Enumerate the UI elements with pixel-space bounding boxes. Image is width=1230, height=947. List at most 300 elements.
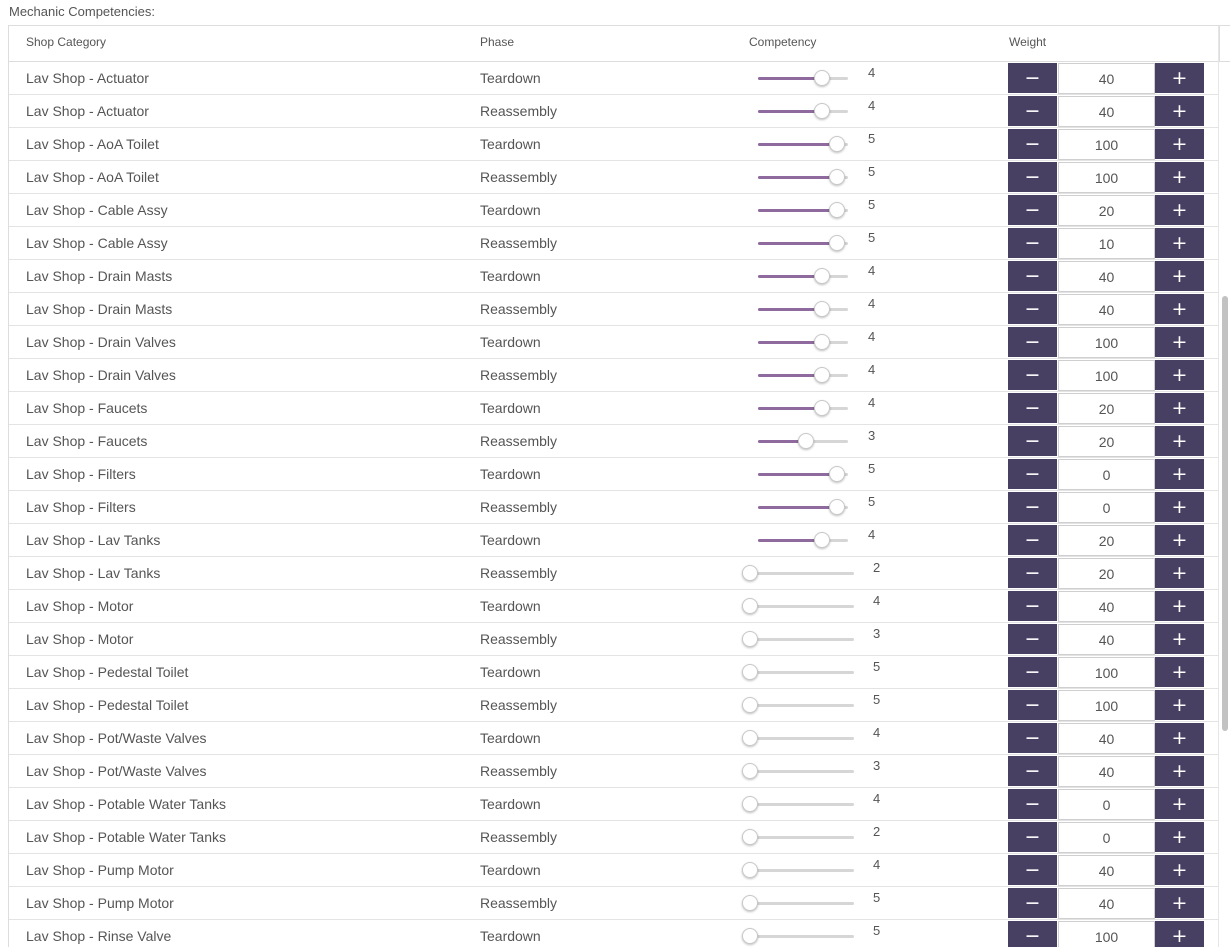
- table-row: [9, 227, 1219, 260]
- competency-slider[interactable]: [750, 770, 854, 773]
- phase-cell: Reassembly: [480, 499, 558, 515]
- competency-value: 4: [868, 362, 876, 377]
- decrease-weight-button[interactable]: [1008, 492, 1057, 522]
- column-header-competency: Competency: [749, 35, 817, 49]
- weight-input[interactable]: [1058, 921, 1155, 947]
- plus-icon: +: [1171, 133, 1188, 155]
- slider-handle[interactable]: [814, 103, 830, 119]
- competency-value: 4: [873, 593, 881, 608]
- minus-icon: −: [1024, 628, 1041, 650]
- slider-handle[interactable]: [829, 169, 845, 185]
- increase-weight-button[interactable]: [1155, 195, 1204, 225]
- minus-icon: −: [1024, 166, 1041, 188]
- competency-slider[interactable]: [758, 308, 848, 311]
- weight-input[interactable]: [1058, 690, 1155, 721]
- increase-weight-button[interactable]: [1155, 723, 1204, 753]
- increase-weight-button[interactable]: [1155, 294, 1204, 324]
- phase-cell: Teardown: [480, 334, 541, 350]
- table-row: [9, 920, 1219, 947]
- phase-cell: Teardown: [480, 664, 541, 680]
- weight-input[interactable]: [1058, 63, 1155, 94]
- competency-slider[interactable]: [758, 341, 848, 344]
- decrease-weight-button[interactable]: [1008, 756, 1057, 786]
- plus-icon: +: [1171, 595, 1188, 617]
- competency-value: 4: [868, 65, 876, 80]
- slider-handle[interactable]: [814, 400, 830, 416]
- phase-cell: Teardown: [480, 400, 541, 416]
- table-row: [9, 689, 1219, 722]
- shop-category-cell: Lav Shop - Lav Tanks: [26, 532, 161, 548]
- competency-value: 5: [868, 230, 876, 245]
- competency-slider[interactable]: [750, 935, 854, 938]
- competency-table: [8, 25, 1230, 947]
- shop-category-cell: Lav Shop - AoA Toilet: [26, 136, 159, 152]
- competency-slider[interactable]: [750, 572, 854, 575]
- phase-cell: Teardown: [480, 730, 541, 746]
- competency-slider[interactable]: [758, 209, 848, 212]
- weight-input[interactable]: [1058, 327, 1155, 358]
- table-row: [9, 458, 1219, 491]
- slider-handle[interactable]: [742, 763, 758, 779]
- weight-input[interactable]: [1058, 393, 1155, 424]
- weight-input[interactable]: [1058, 195, 1155, 226]
- shop-category-cell: Lav Shop - Pedestal Toilet: [26, 664, 189, 680]
- phase-cell: Teardown: [480, 136, 541, 152]
- competency-value: 4: [868, 296, 876, 311]
- table-row: [9, 95, 1219, 128]
- decrease-weight-button[interactable]: [1008, 459, 1057, 489]
- competency-value: 3: [873, 626, 881, 641]
- table-row: [9, 788, 1219, 821]
- scrollbar-thumb[interactable]: [1222, 296, 1228, 731]
- phase-cell: Teardown: [480, 796, 541, 812]
- competency-value: 4: [868, 98, 876, 113]
- shop-category-cell: Lav Shop - Lav Tanks: [26, 565, 161, 581]
- weight-input[interactable]: [1058, 822, 1155, 853]
- plus-icon: +: [1171, 760, 1188, 782]
- slider-handle[interactable]: [814, 301, 830, 317]
- plus-icon: +: [1171, 430, 1188, 452]
- decrease-weight-button[interactable]: [1008, 360, 1057, 390]
- decrease-weight-button[interactable]: [1008, 294, 1057, 324]
- phase-cell: Teardown: [480, 70, 541, 86]
- plus-icon: +: [1171, 232, 1188, 254]
- minus-icon: −: [1024, 430, 1041, 452]
- increase-weight-button[interactable]: [1155, 129, 1204, 159]
- weight-input[interactable]: [1058, 723, 1155, 754]
- competency-value: 4: [868, 527, 876, 542]
- minus-icon: −: [1024, 298, 1041, 320]
- weight-input[interactable]: [1058, 261, 1155, 292]
- competency-slider[interactable]: [750, 803, 854, 806]
- slider-handle[interactable]: [829, 136, 845, 152]
- phase-cell: Reassembly: [480, 301, 558, 317]
- competency-slider[interactable]: [758, 539, 848, 542]
- decrease-weight-button[interactable]: [1008, 261, 1057, 291]
- decrease-weight-button[interactable]: [1008, 393, 1057, 423]
- decrease-weight-button[interactable]: [1008, 789, 1057, 819]
- slider-handle[interactable]: [742, 730, 758, 746]
- shop-category-cell: Lav Shop - Pump Motor: [26, 895, 174, 911]
- phase-cell: Reassembly: [480, 895, 558, 911]
- vertical-scrollbar[interactable]: [1218, 26, 1230, 947]
- table-row: [9, 392, 1219, 425]
- shop-category-cell: Lav Shop - Actuator: [26, 103, 149, 119]
- shop-category-cell: Lav Shop - Pot/Waste Valves: [26, 763, 207, 779]
- minus-icon: −: [1024, 67, 1041, 89]
- competency-value: 3: [868, 428, 876, 443]
- minus-icon: −: [1024, 727, 1041, 749]
- increase-weight-button[interactable]: [1155, 327, 1204, 357]
- increase-weight-button[interactable]: [1155, 591, 1204, 621]
- plus-icon: +: [1171, 661, 1188, 683]
- slider-handle[interactable]: [829, 235, 845, 251]
- minus-icon: −: [1024, 133, 1041, 155]
- shop-category-cell: Lav Shop - Pump Motor: [26, 862, 174, 878]
- decrease-weight-button[interactable]: [1008, 96, 1057, 126]
- plus-icon: +: [1171, 694, 1188, 716]
- minus-icon: −: [1024, 397, 1041, 419]
- scrollbar-header-cap: [1219, 26, 1230, 62]
- table-row: [9, 326, 1219, 359]
- minus-icon: −: [1024, 364, 1041, 386]
- phase-cell: Teardown: [480, 928, 541, 944]
- weight-input[interactable]: [1058, 624, 1155, 655]
- increase-weight-button[interactable]: [1155, 657, 1204, 687]
- shop-category-cell: Lav Shop - Cable Assy: [26, 202, 168, 218]
- weight-input[interactable]: [1058, 558, 1155, 589]
- competency-slider[interactable]: [758, 407, 848, 410]
- decrease-weight-button[interactable]: [1008, 558, 1057, 588]
- increase-weight-button[interactable]: [1155, 459, 1204, 489]
- increase-weight-button[interactable]: [1155, 492, 1204, 522]
- phase-cell: Reassembly: [480, 829, 558, 845]
- phase-cell: Teardown: [480, 598, 541, 614]
- slider-handle[interactable]: [742, 697, 758, 713]
- decrease-weight-button[interactable]: [1008, 855, 1057, 885]
- plus-icon: +: [1171, 826, 1188, 848]
- competency-value: 4: [868, 395, 876, 410]
- competency-slider[interactable]: [750, 605, 854, 608]
- slider-handle[interactable]: [829, 202, 845, 218]
- slider-handle[interactable]: [829, 499, 845, 515]
- increase-weight-button[interactable]: [1155, 888, 1204, 918]
- decrease-weight-button[interactable]: [1008, 228, 1057, 258]
- decrease-weight-button[interactable]: [1008, 624, 1057, 654]
- weight-input[interactable]: [1058, 888, 1155, 919]
- increase-weight-button[interactable]: [1155, 756, 1204, 786]
- slider-handle[interactable]: [814, 268, 830, 284]
- competency-slider[interactable]: [750, 704, 854, 707]
- shop-category-cell: Lav Shop - Drain Masts: [26, 301, 173, 317]
- table-row: [9, 854, 1219, 887]
- increase-weight-button[interactable]: [1155, 261, 1204, 291]
- increase-weight-button[interactable]: [1155, 228, 1204, 258]
- shop-category-cell: Lav Shop - AoA Toilet: [26, 169, 159, 185]
- column-header-shop-category: Shop Category: [26, 35, 107, 49]
- column-header-weight: Weight: [1009, 35, 1047, 49]
- competency-value: 5: [873, 659, 881, 674]
- minus-icon: −: [1024, 265, 1041, 287]
- phase-cell: Reassembly: [480, 367, 558, 383]
- plus-icon: +: [1171, 364, 1188, 386]
- phase-cell: Teardown: [480, 862, 541, 878]
- competency-value: 4: [873, 857, 881, 872]
- table-row: [9, 755, 1219, 788]
- increase-weight-button[interactable]: [1155, 690, 1204, 720]
- weight-input[interactable]: [1058, 591, 1155, 622]
- competency-slider[interactable]: [750, 902, 854, 905]
- weight-input[interactable]: [1058, 789, 1155, 820]
- competency-slider[interactable]: [750, 869, 854, 872]
- competency-value: 5: [873, 692, 881, 707]
- minus-icon: −: [1024, 199, 1041, 221]
- table-row: [9, 293, 1219, 326]
- phase-cell: Reassembly: [480, 763, 558, 779]
- phase-cell: Teardown: [480, 532, 541, 548]
- plus-icon: +: [1171, 727, 1188, 749]
- competency-slider[interactable]: [750, 638, 854, 641]
- minus-icon: −: [1024, 463, 1041, 485]
- competency-value: 5: [868, 461, 876, 476]
- decrease-weight-button[interactable]: [1008, 921, 1057, 947]
- competency-value: 5: [868, 197, 876, 212]
- weight-input[interactable]: [1058, 459, 1155, 490]
- weight-input[interactable]: [1058, 129, 1155, 160]
- plus-icon: +: [1171, 793, 1188, 815]
- slider-handle[interactable]: [742, 598, 758, 614]
- competency-value: 4: [873, 791, 881, 806]
- slider-handle[interactable]: [814, 532, 830, 548]
- competency-value: 2: [873, 824, 881, 839]
- increase-weight-button[interactable]: [1155, 162, 1204, 192]
- table-row: [9, 524, 1219, 557]
- table-row: [9, 623, 1219, 656]
- shop-category-cell: Lav Shop - Motor: [26, 631, 134, 647]
- column-header-phase: Phase: [480, 35, 515, 49]
- minus-icon: −: [1024, 232, 1041, 254]
- minus-icon: −: [1024, 595, 1041, 617]
- phase-cell: Reassembly: [480, 565, 558, 581]
- minus-icon: −: [1024, 892, 1041, 914]
- minus-icon: −: [1024, 100, 1041, 122]
- minus-icon: −: [1024, 496, 1041, 518]
- increase-weight-button[interactable]: [1155, 63, 1204, 93]
- competency-slider[interactable]: [750, 671, 854, 674]
- slider-handle[interactable]: [814, 70, 830, 86]
- plus-icon: +: [1171, 67, 1188, 89]
- table-row: [9, 491, 1219, 524]
- decrease-weight-button[interactable]: [1008, 888, 1057, 918]
- decrease-weight-button[interactable]: [1008, 525, 1057, 555]
- plus-icon: +: [1171, 562, 1188, 584]
- plus-icon: +: [1171, 331, 1188, 353]
- minus-icon: −: [1024, 694, 1041, 716]
- increase-weight-button[interactable]: [1155, 360, 1204, 390]
- slider-handle[interactable]: [742, 895, 758, 911]
- decrease-weight-button[interactable]: [1008, 426, 1057, 456]
- plus-icon: +: [1171, 265, 1188, 287]
- competency-value: 4: [868, 329, 876, 344]
- minus-icon: −: [1024, 859, 1041, 881]
- table-body: [9, 62, 1219, 947]
- weight-input[interactable]: [1058, 360, 1155, 391]
- slider-handle[interactable]: [742, 631, 758, 647]
- minus-icon: −: [1024, 760, 1041, 782]
- plus-icon: +: [1171, 199, 1188, 221]
- competency-slider[interactable]: [758, 77, 848, 80]
- decrease-weight-button[interactable]: [1008, 162, 1057, 192]
- increase-weight-button[interactable]: [1155, 624, 1204, 654]
- competency-slider[interactable]: [758, 143, 848, 146]
- minus-icon: −: [1024, 529, 1041, 551]
- section-title: Mechanic Competencies:: [9, 4, 155, 19]
- competency-value: 5: [868, 494, 876, 509]
- weight-input[interactable]: [1058, 756, 1155, 787]
- competency-value: 4: [868, 263, 876, 278]
- shop-category-cell: Lav Shop - Potable Water Tanks: [26, 829, 226, 845]
- table-row: [9, 194, 1219, 227]
- decrease-weight-button[interactable]: [1008, 129, 1057, 159]
- competency-value: 5: [868, 164, 876, 179]
- decrease-weight-button[interactable]: [1008, 723, 1057, 753]
- shop-category-cell: Lav Shop - Faucets: [26, 433, 148, 449]
- competency-slider[interactable]: [758, 440, 848, 443]
- shop-category-cell: Lav Shop - Filters: [26, 466, 136, 482]
- plus-icon: +: [1171, 463, 1188, 485]
- decrease-weight-button[interactable]: [1008, 327, 1057, 357]
- increase-weight-button[interactable]: [1155, 393, 1204, 423]
- slider-handle[interactable]: [742, 928, 758, 944]
- phase-cell: Reassembly: [480, 235, 558, 251]
- shop-category-cell: Lav Shop - Drain Valves: [26, 334, 176, 350]
- table-row: [9, 161, 1219, 194]
- plus-icon: +: [1171, 298, 1188, 320]
- slider-handle[interactable]: [814, 367, 830, 383]
- competency-value: 5: [868, 131, 876, 146]
- minus-icon: −: [1024, 562, 1041, 584]
- competency-slider[interactable]: [758, 242, 848, 245]
- decrease-weight-button[interactable]: [1008, 657, 1057, 687]
- shop-category-cell: Lav Shop - Motor: [26, 598, 134, 614]
- increase-weight-button[interactable]: [1155, 558, 1204, 588]
- weight-input[interactable]: [1058, 855, 1155, 886]
- competency-slider[interactable]: [758, 110, 848, 113]
- shop-category-cell: Lav Shop - Pot/Waste Valves: [26, 730, 207, 746]
- competency-value: 5: [873, 923, 881, 938]
- table-row: [9, 359, 1219, 392]
- increase-weight-button[interactable]: [1155, 921, 1204, 947]
- phase-cell: Teardown: [480, 466, 541, 482]
- weight-input[interactable]: [1058, 162, 1155, 193]
- competency-value: 3: [873, 758, 881, 773]
- plus-icon: +: [1171, 925, 1188, 947]
- weight-input[interactable]: [1058, 294, 1155, 325]
- weight-input[interactable]: [1058, 657, 1155, 688]
- table-row: [9, 62, 1219, 95]
- minus-icon: −: [1024, 661, 1041, 683]
- table-row: [9, 656, 1219, 689]
- slider-handle[interactable]: [742, 829, 758, 845]
- plus-icon: +: [1171, 496, 1188, 518]
- table-row: [9, 557, 1219, 590]
- increase-weight-button[interactable]: [1155, 789, 1204, 819]
- slider-handle[interactable]: [798, 433, 814, 449]
- slider-handle[interactable]: [829, 466, 845, 482]
- competency-slider[interactable]: [758, 506, 848, 509]
- minus-icon: −: [1024, 925, 1041, 947]
- increase-weight-button[interactable]: [1155, 426, 1204, 456]
- phase-cell: Reassembly: [480, 697, 558, 713]
- table-row: [9, 425, 1219, 458]
- competency-slider[interactable]: [758, 275, 848, 278]
- plus-icon: +: [1171, 628, 1188, 650]
- slider-handle[interactable]: [742, 862, 758, 878]
- competency-slider[interactable]: [758, 176, 848, 179]
- increase-weight-button[interactable]: [1155, 822, 1204, 852]
- weight-input[interactable]: [1058, 525, 1155, 556]
- shop-category-cell: Lav Shop - Actuator: [26, 70, 149, 86]
- slider-handle[interactable]: [814, 334, 830, 350]
- slider-handle[interactable]: [742, 664, 758, 680]
- competency-slider[interactable]: [758, 473, 848, 476]
- decrease-weight-button[interactable]: [1008, 591, 1057, 621]
- shop-category-cell: Lav Shop - Cable Assy: [26, 235, 168, 251]
- minus-icon: −: [1024, 793, 1041, 815]
- table-header: [9, 26, 1219, 62]
- phase-cell: Teardown: [480, 202, 541, 218]
- decrease-weight-button[interactable]: [1008, 690, 1057, 720]
- table-row: [9, 590, 1219, 623]
- shop-category-cell: Lav Shop - Filters: [26, 499, 136, 515]
- competency-slider[interactable]: [750, 737, 854, 740]
- table-row: [9, 887, 1219, 920]
- competency-value: 2: [873, 560, 881, 575]
- slider-handle[interactable]: [742, 796, 758, 812]
- weight-input[interactable]: [1058, 228, 1155, 259]
- minus-icon: −: [1024, 826, 1041, 848]
- weight-input[interactable]: [1058, 96, 1155, 127]
- decrease-weight-button[interactable]: [1008, 195, 1057, 225]
- competency-slider[interactable]: [758, 374, 848, 377]
- weight-input[interactable]: [1058, 426, 1155, 457]
- phase-cell: Reassembly: [480, 169, 558, 185]
- increase-weight-button[interactable]: [1155, 96, 1204, 126]
- plus-icon: +: [1171, 529, 1188, 551]
- phase-cell: Reassembly: [480, 103, 558, 119]
- phase-cell: Reassembly: [480, 433, 558, 449]
- decrease-weight-button[interactable]: [1008, 822, 1057, 852]
- phase-cell: Reassembly: [480, 631, 558, 647]
- increase-weight-button[interactable]: [1155, 855, 1204, 885]
- table-row: [9, 128, 1219, 161]
- slider-handle[interactable]: [742, 565, 758, 581]
- shop-category-cell: Lav Shop - Faucets: [26, 400, 148, 416]
- table-row: [9, 722, 1219, 755]
- table-row: [9, 260, 1219, 293]
- minus-icon: −: [1024, 331, 1041, 353]
- increase-weight-button[interactable]: [1155, 525, 1204, 555]
- shop-category-cell: Lav Shop - Potable Water Tanks: [26, 796, 226, 812]
- table-row: [9, 821, 1219, 854]
- decrease-weight-button[interactable]: [1008, 63, 1057, 93]
- shop-category-cell: Lav Shop - Rinse Valve: [26, 928, 172, 944]
- shop-category-cell: Lav Shop - Drain Masts: [26, 268, 173, 284]
- weight-input[interactable]: [1058, 492, 1155, 523]
- competency-slider[interactable]: [750, 836, 854, 839]
- shop-category-cell: Lav Shop - Pedestal Toilet: [26, 697, 189, 713]
- competency-value: 4: [873, 725, 881, 740]
